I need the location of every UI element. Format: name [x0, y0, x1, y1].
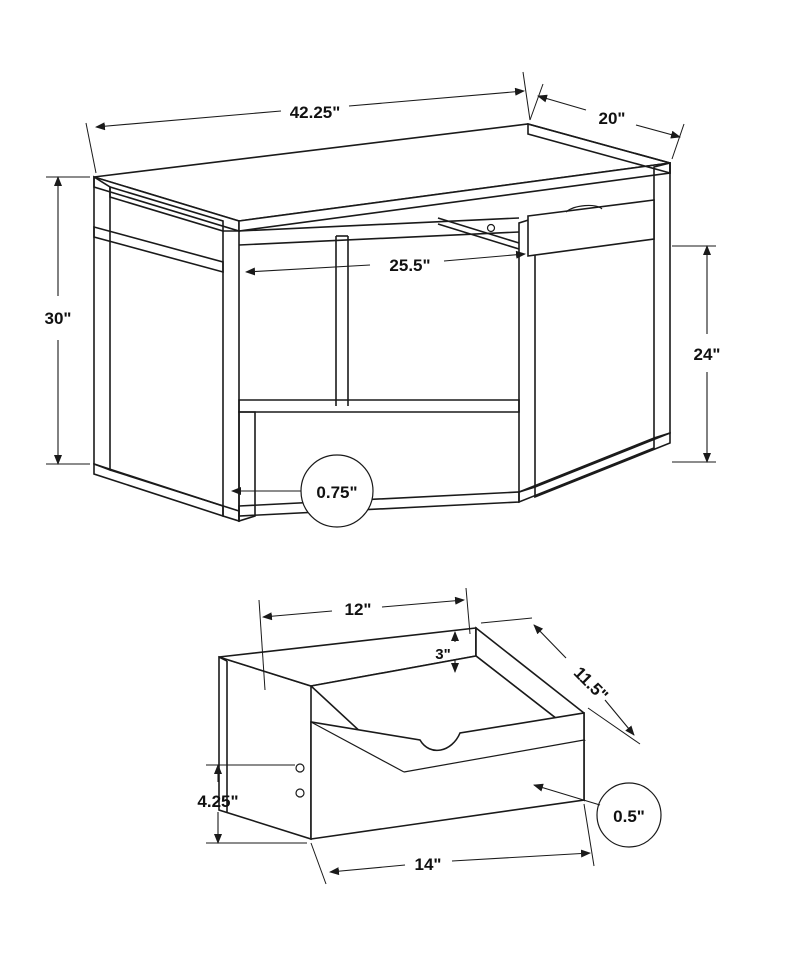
dim-desk-height	[45, 177, 90, 464]
desk-drawer-front	[528, 200, 654, 256]
dim-desk-opening	[246, 254, 525, 275]
desk-left-leg-assembly	[94, 177, 239, 521]
drawer-figure	[197, 588, 661, 884]
dim-label-drawer-inner-height: 3"	[435, 646, 451, 663]
dim-label-desk-depth: 20"	[598, 109, 626, 128]
dim-label-desk-width: 42.25"	[289, 103, 341, 122]
dim-label-drawer-depth: 11.5"	[569, 663, 612, 706]
dim-label-drawer-face-width: 14"	[414, 855, 442, 874]
desk-figure	[45, 72, 721, 527]
dim-label-drawer-thickness: 0.5"	[613, 807, 645, 826]
dim-desk-clearance	[672, 246, 720, 462]
dim-label-desk-height: 30"	[44, 309, 72, 328]
dim-label-drawer-face-height: 4.25"	[197, 792, 239, 811]
desk-back-stretcher	[239, 400, 519, 521]
dim-label-desk-clearance: 24"	[693, 345, 721, 364]
dim-label-desk-thickness: 0.75"	[316, 483, 358, 502]
dim-label-drawer-inner-width: 12"	[344, 600, 372, 619]
dim-label-desk-opening: 25.5"	[389, 256, 431, 275]
desk-center-divider	[336, 236, 348, 406]
